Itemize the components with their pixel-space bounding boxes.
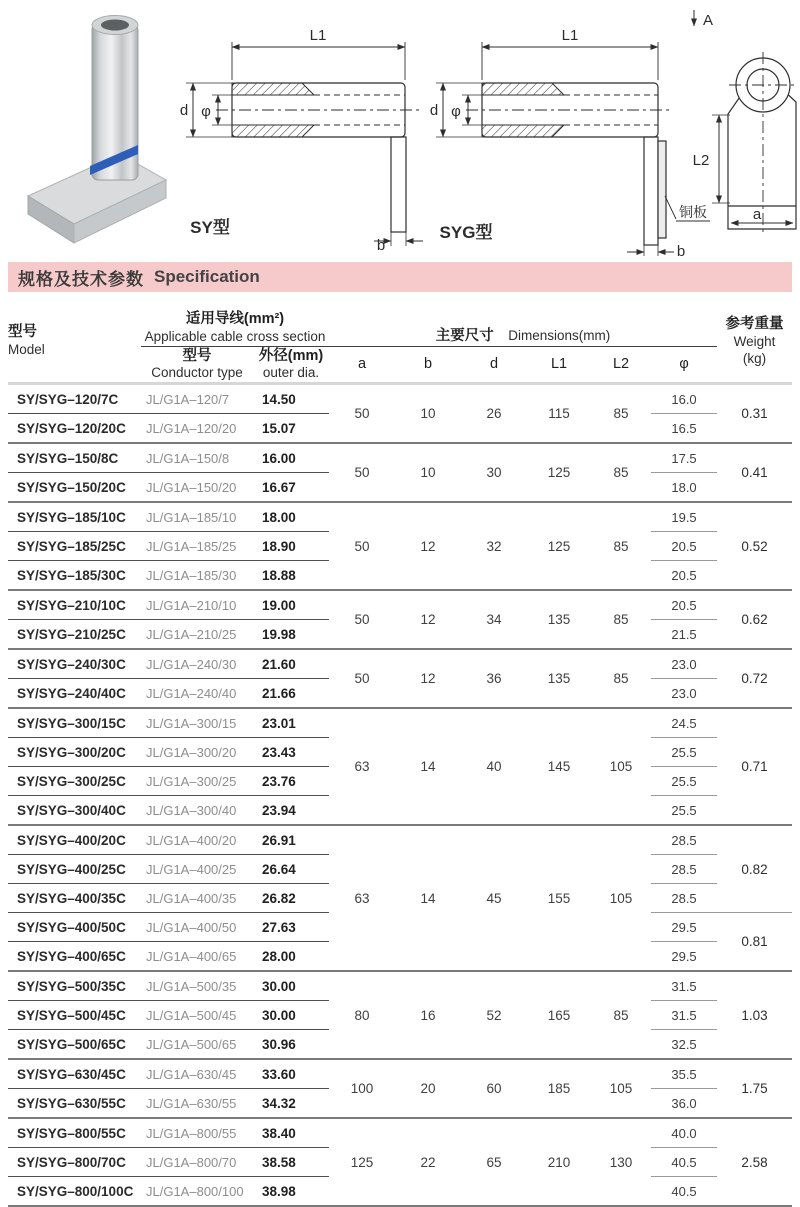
col-header-dims-zh: 主要尺寸: [435, 327, 494, 344]
cell-weight: 0.71: [717, 708, 792, 825]
technical-drawings: [0, 0, 800, 258]
col-header-weight-unit: (kg): [742, 350, 767, 366]
section-arrow-label: A: [703, 12, 714, 29]
cell-conductor-type: JL/G1A–500/45: [141, 1001, 253, 1030]
cell-d: 52: [461, 971, 527, 1059]
col-header-cable-group: [141, 300, 329, 346]
cell-model: SY/SYG–400/50C: [8, 913, 141, 942]
cell-model: SY/SYG–210/10C: [8, 590, 141, 620]
cell-L2: 85: [591, 649, 651, 708]
cell-outer-dia: 30.96: [253, 1030, 329, 1060]
cell-a: 50: [329, 502, 395, 590]
syg-dim-phi: φ: [451, 103, 461, 120]
cell-b: 10: [395, 443, 461, 502]
cell-a: 50: [329, 384, 395, 444]
cell-model: SY/SYG–150/20C: [8, 473, 141, 503]
cell-conductor-type: JL/G1A–800/70: [141, 1148, 253, 1177]
col-header-d: d: [461, 346, 527, 384]
cell-phi: 23.0: [651, 649, 717, 679]
cell-outer-dia: 23.01: [253, 708, 329, 738]
sy-drawing: [186, 42, 423, 246]
cell-phi: 29.5: [651, 942, 717, 972]
cell-phi: 17.5: [651, 443, 717, 473]
cell-model: SY/SYG–400/25C: [8, 855, 141, 884]
cell-a: 50: [329, 443, 395, 502]
cell-L2: 85: [591, 971, 651, 1059]
cell-model: SY/SYG–300/40C: [8, 796, 141, 826]
cell-outer-dia: 33.60: [253, 1059, 329, 1089]
col-header-cable-en: Applicable cable cross section: [144, 328, 326, 344]
cell-phi: 40.5: [651, 1148, 717, 1177]
table-row: [8, 590, 792, 620]
sy-dim-b: b: [376, 237, 386, 254]
cell-d: 45: [461, 825, 527, 971]
cell-model: SY/SYG–210/25C: [8, 620, 141, 650]
col-header-b: b: [395, 346, 461, 384]
cell-conductor-type: JL/G1A–800/100: [141, 1177, 253, 1207]
cell-b: 10: [395, 384, 461, 444]
table-row: [8, 649, 792, 679]
cell-conductor-type: JL/G1A–500/35: [141, 971, 253, 1001]
table-row: [8, 1059, 792, 1089]
cell-conductor-type: JL/G1A–630/55: [141, 1089, 253, 1119]
cell-conductor-type: JL/G1A–300/25: [141, 767, 253, 796]
cell-outer-dia: 15.07: [253, 414, 329, 444]
cell-a: 125: [329, 1118, 395, 1206]
cell-weight: 0.31: [717, 384, 792, 444]
cell-conductor-type: JL/G1A–210/25: [141, 620, 253, 650]
cell-model: SY/SYG–185/10C: [8, 502, 141, 532]
cell-b: 14: [395, 708, 461, 825]
cell-conductor-type: JL/G1A–120/7: [141, 384, 253, 414]
cell-conductor-type: JL/G1A–300/20: [141, 738, 253, 767]
cell-phi: 23.0: [651, 679, 717, 709]
cell-model: SY/SYG–400/35C: [8, 884, 141, 913]
col-header-cable-zh: 适用导线(mm²): [185, 310, 285, 327]
cell-outer-dia: 23.94: [253, 796, 329, 826]
cell-L2: 105: [591, 1059, 651, 1118]
cell-L1: 135: [527, 649, 591, 708]
cell-phi: 16.0: [651, 384, 717, 414]
cell-L1: 125: [527, 443, 591, 502]
cell-phi: 31.5: [651, 1001, 717, 1030]
table-row: [8, 443, 792, 473]
col-header-weight-en: Weight: [733, 333, 776, 349]
table-row: [8, 384, 792, 414]
cell-phi: 28.5: [651, 884, 717, 913]
cell-d: 30: [461, 443, 527, 502]
cell-model: SY/SYG–500/65C: [8, 1030, 141, 1060]
cell-weight: 1.75: [717, 1059, 792, 1118]
cell-outer-dia: 18.88: [253, 561, 329, 591]
cell-L2: 85: [591, 443, 651, 502]
cell-phi: 28.5: [651, 825, 717, 855]
sy-dim-L1: L1: [309, 27, 327, 44]
col-header-model-en: Model: [8, 342, 45, 358]
cell-model: SY/SYG–630/55C: [8, 1089, 141, 1119]
cell-outer-dia: 26.82: [253, 884, 329, 913]
cell-weight: 0.52: [717, 502, 792, 590]
cell-model: SY/SYG–800/55C: [8, 1118, 141, 1148]
cell-outer-dia: 38.58: [253, 1148, 329, 1177]
cell-phi: 40.5: [651, 1177, 717, 1207]
cell-outer-dia: 26.91: [253, 825, 329, 855]
cell-model: SY/SYG–800/100C: [8, 1177, 141, 1207]
cell-model: SY/SYG–630/45C: [8, 1059, 141, 1089]
cell-conductor-type: JL/G1A–800/55: [141, 1118, 253, 1148]
cell-model: SY/SYG–240/30C: [8, 649, 141, 679]
col-header-model: [8, 300, 141, 384]
cell-outer-dia: 30.00: [253, 971, 329, 1001]
cell-conductor-type: JL/G1A–300/40: [141, 796, 253, 826]
col-header-conductor-zh: 型号: [182, 347, 212, 364]
cell-model: SY/SYG–400/20C: [8, 825, 141, 855]
cell-outer-dia: 18.90: [253, 532, 329, 561]
cell-conductor-type: JL/G1A–500/65: [141, 1030, 253, 1060]
cell-b: 20: [395, 1059, 461, 1118]
cell-b: 12: [395, 649, 461, 708]
cell-outer-dia: 14.50: [253, 384, 329, 414]
cell-b: 12: [395, 502, 461, 590]
cell-phi: 18.0: [651, 473, 717, 503]
col-header-model-zh: 型号: [8, 324, 37, 341]
table-row: [8, 971, 792, 1001]
col-header-conductor-type: [141, 346, 253, 384]
syg-dim-d: d: [429, 102, 439, 119]
col-header-L2: L2: [591, 346, 651, 384]
cell-phi: 24.5: [651, 708, 717, 738]
cell-model: SY/SYG–300/20C: [8, 738, 141, 767]
col-header-weight: [717, 300, 792, 384]
cell-b: 14: [395, 825, 461, 971]
drawings-svg: [0, 0, 800, 258]
cell-d: 32: [461, 502, 527, 590]
cell-model: SY/SYG–300/15C: [8, 708, 141, 738]
cell-a: 50: [329, 649, 395, 708]
cell-d: 26: [461, 384, 527, 444]
cell-outer-dia: 19.00: [253, 590, 329, 620]
spec-table-body: [8, 384, 792, 1207]
specification-table: [8, 300, 792, 1207]
syg-dim-b: b: [676, 243, 686, 258]
cell-a: 80: [329, 971, 395, 1059]
cell-phi: 29.5: [651, 913, 717, 942]
col-header-dimensions-group: [329, 300, 717, 346]
cell-outer-dia: 16.67: [253, 473, 329, 503]
col-header-dims-en: Dimensions(mm): [508, 327, 611, 343]
cell-L1: 210: [527, 1118, 591, 1206]
cell-L2: 85: [591, 384, 651, 444]
copper-plate-note: 铜板: [679, 204, 707, 220]
cell-L1: 115: [527, 384, 591, 444]
cell-model: SY/SYG–300/25C: [8, 767, 141, 796]
side-dim-L2: L2: [692, 152, 710, 169]
col-header-phi: φ: [651, 346, 717, 384]
cell-a: 100: [329, 1059, 395, 1118]
col-header-outer-dia: [253, 346, 329, 384]
sy-dim-d: d: [179, 102, 189, 119]
side-dim-a: a: [752, 206, 762, 223]
cell-phi: 36.0: [651, 1089, 717, 1119]
table-row: [8, 502, 792, 532]
cell-model: SY/SYG–120/20C: [8, 414, 141, 444]
cell-phi: 20.5: [651, 590, 717, 620]
cell-model: SY/SYG–150/8C: [8, 443, 141, 473]
cell-conductor-type: JL/G1A–400/65: [141, 942, 253, 972]
syg-dim-L1: L1: [561, 27, 579, 44]
cell-conductor-type: JL/G1A–400/50: [141, 913, 253, 942]
cell-conductor-type: JL/G1A–120/20: [141, 414, 253, 444]
cell-phi: 25.5: [651, 767, 717, 796]
cell-phi: 32.5: [651, 1030, 717, 1060]
cell-L1: 145: [527, 708, 591, 825]
cell-weight: 1.03: [717, 971, 792, 1059]
cell-b: 16: [395, 971, 461, 1059]
section-title-en: Specification: [154, 267, 260, 286]
cell-outer-dia: 34.32: [253, 1089, 329, 1119]
cell-outer-dia: 27.63: [253, 913, 329, 942]
cell-conductor-type: JL/G1A–400/20: [141, 825, 253, 855]
col-header-conductor-en: Conductor type: [151, 365, 243, 381]
cell-conductor-type: JL/G1A–240/40: [141, 679, 253, 709]
cell-outer-dia: 21.60: [253, 649, 329, 679]
cell-weight: 0.82: [717, 825, 792, 913]
table-row: [8, 708, 792, 738]
cell-weight: 0.41: [717, 443, 792, 502]
cell-L2: 85: [591, 590, 651, 649]
cell-L2: 130: [591, 1118, 651, 1206]
section-header-bar: [8, 262, 792, 292]
cell-L1: 125: [527, 502, 591, 590]
cell-conductor-type: JL/G1A–300/15: [141, 708, 253, 738]
cell-a: 63: [329, 708, 395, 825]
cell-phi: 21.5: [651, 620, 717, 650]
cell-L1: 155: [527, 825, 591, 971]
cell-model: SY/SYG–800/70C: [8, 1148, 141, 1177]
cell-outer-dia: 38.98: [253, 1177, 329, 1207]
cell-conductor-type: JL/G1A–630/45: [141, 1059, 253, 1089]
sy-type-label: SY型: [190, 218, 230, 237]
cell-b: 22: [395, 1118, 461, 1206]
cell-conductor-type: JL/G1A–150/20: [141, 473, 253, 503]
sy-dim-phi: φ: [201, 103, 211, 120]
cell-conductor-type: JL/G1A–240/30: [141, 649, 253, 679]
cell-phi: 40.0: [651, 1118, 717, 1148]
cell-conductor-type: JL/G1A–150/8: [141, 443, 253, 473]
cell-weight: 0.81: [717, 913, 792, 972]
cell-conductor-type: JL/G1A–185/10: [141, 502, 253, 532]
cell-phi: 25.5: [651, 738, 717, 767]
cell-L1: 165: [527, 971, 591, 1059]
cell-outer-dia: 23.43: [253, 738, 329, 767]
cell-a: 50: [329, 590, 395, 649]
side-view-drawing: [694, 10, 798, 234]
cell-phi: 25.5: [651, 796, 717, 826]
col-header-weight-zh: 参考重量: [725, 315, 784, 332]
cell-weight: 2.58: [717, 1118, 792, 1206]
table-row: [8, 825, 792, 855]
cell-conductor-type: JL/G1A–185/30: [141, 561, 253, 591]
cell-L2: 105: [591, 708, 651, 825]
cell-outer-dia: 30.00: [253, 1001, 329, 1030]
cell-b: 12: [395, 590, 461, 649]
col-header-a: a: [329, 346, 395, 384]
cell-L2: 105: [591, 825, 651, 971]
cell-model: SY/SYG–185/25C: [8, 532, 141, 561]
cell-d: 34: [461, 590, 527, 649]
cell-phi: 35.5: [651, 1059, 717, 1089]
cell-model: SY/SYG–400/65C: [8, 942, 141, 972]
cell-L1: 135: [527, 590, 591, 649]
cell-model: SY/SYG–240/40C: [8, 679, 141, 709]
section-title-zh: 规格及技术参数: [18, 269, 144, 289]
cell-d: 40: [461, 708, 527, 825]
cell-L1: 185: [527, 1059, 591, 1118]
cell-weight: 0.72: [717, 649, 792, 708]
product-photo: [28, 16, 166, 244]
cell-model: SY/SYG–185/30C: [8, 561, 141, 591]
cell-phi: 19.5: [651, 502, 717, 532]
syg-type-label: SYG型: [439, 223, 493, 242]
cell-outer-dia: 38.40: [253, 1118, 329, 1148]
cell-outer-dia: 16.00: [253, 443, 329, 473]
cell-conductor-type: JL/G1A–185/25: [141, 532, 253, 561]
spec-table-header: [8, 300, 792, 384]
table-row: [8, 1118, 792, 1148]
cell-weight: 0.62: [717, 590, 792, 649]
cell-outer-dia: 21.66: [253, 679, 329, 709]
cell-phi: 20.5: [651, 561, 717, 591]
cell-a: 63: [329, 825, 395, 971]
cell-conductor-type: JL/G1A–210/10: [141, 590, 253, 620]
cell-phi: 28.5: [651, 855, 717, 884]
cell-model: SY/SYG–500/35C: [8, 971, 141, 1001]
cell-outer-dia: 19.98: [253, 620, 329, 650]
cell-outer-dia: 28.00: [253, 942, 329, 972]
col-header-outer-zh: 外径(mm): [258, 347, 324, 364]
cell-phi: 16.5: [651, 414, 717, 444]
cell-model: SY/SYG–500/45C: [8, 1001, 141, 1030]
cell-phi: 31.5: [651, 971, 717, 1001]
cell-model: SY/SYG–120/7C: [8, 384, 141, 414]
col-header-outer-en: outer dia.: [262, 365, 320, 381]
cell-outer-dia: 23.76: [253, 767, 329, 796]
col-header-L1: L1: [527, 346, 591, 384]
cell-d: 36: [461, 649, 527, 708]
cell-d: 60: [461, 1059, 527, 1118]
cell-d: 65: [461, 1118, 527, 1206]
cell-outer-dia: 18.00: [253, 502, 329, 532]
cell-outer-dia: 26.64: [253, 855, 329, 884]
cell-L2: 85: [591, 502, 651, 590]
cell-phi: 20.5: [651, 532, 717, 561]
cell-conductor-type: JL/G1A–400/35: [141, 884, 253, 913]
cell-conductor-type: JL/G1A–400/25: [141, 855, 253, 884]
